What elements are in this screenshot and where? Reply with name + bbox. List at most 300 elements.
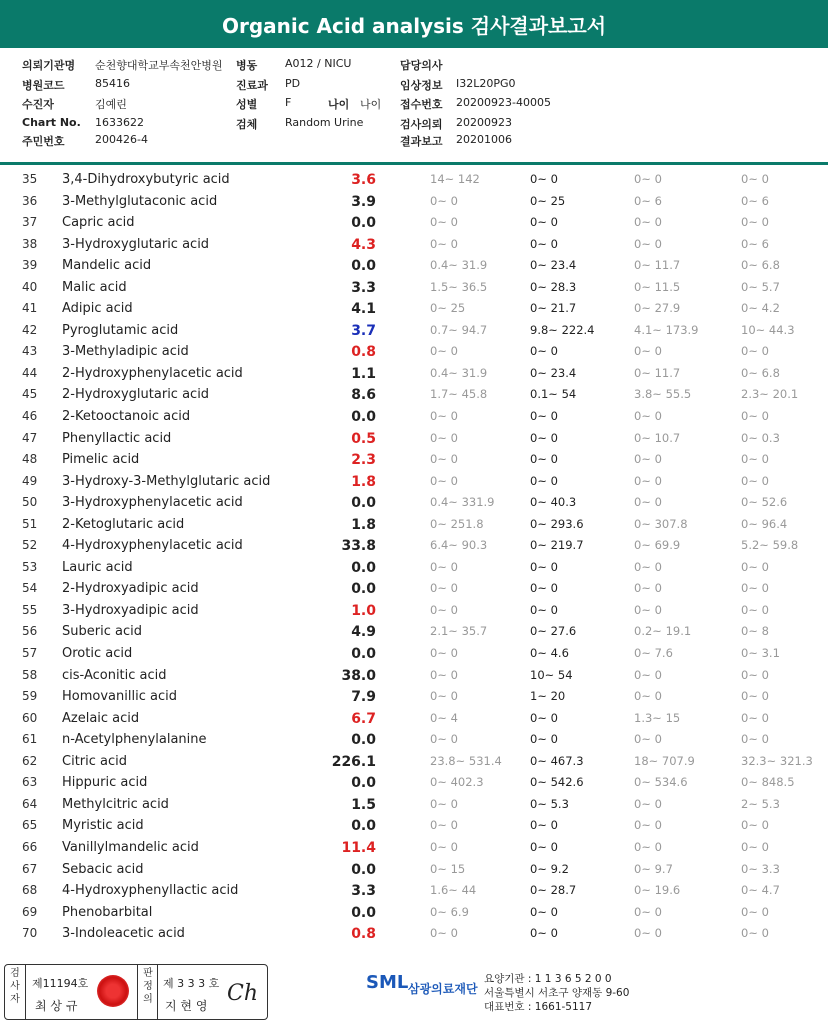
org-code: 요양기관 : 1 1 3 6 5 2 0 0 [484, 973, 612, 985]
analyte-name: Methylcitric acid [62, 796, 169, 812]
reference-range-4: 0~ 3.3 [741, 861, 780, 876]
analyte-name: n-Acetylphenylalanine [62, 732, 207, 748]
result-value: 0.0 [351, 818, 376, 835]
reference-range-3: 0~ 19.6 [634, 883, 681, 898]
reference-range-4: 5.2~ 59.8 [741, 538, 799, 553]
reference-range-3: 4.1~ 173.9 [634, 322, 699, 337]
reference-range-3: 0~ 0 [634, 926, 662, 941]
table-row [0, 321, 828, 343]
reference-range-4: 0~ 0 [741, 732, 769, 747]
table-row [0, 429, 828, 451]
reference-range-4: 0~ 6.8 [741, 365, 780, 380]
hospital-code-label: 병원코드 [22, 79, 65, 92]
reference-range-4: 0~ 0 [741, 452, 769, 467]
reference-range-3: 0.2~ 19.1 [634, 624, 692, 639]
reference-range-3: 0~ 11.7 [634, 365, 681, 380]
reference-range-2: 1~ 20 [530, 689, 566, 704]
table-row [0, 213, 828, 235]
row-number: 52 [22, 538, 38, 553]
reference-range-1: 0~ 0 [430, 215, 458, 230]
reference-range-3: 0~ 0 [634, 904, 662, 919]
table-row [0, 256, 828, 278]
reference-range-3: 0~ 69.9 [634, 538, 681, 553]
reference-range-1: 6.4~ 90.3 [430, 538, 488, 553]
row-number: 44 [22, 365, 38, 380]
reference-range-1: 0~ 0 [430, 667, 458, 682]
reference-range-1: 14~ 142 [430, 172, 480, 186]
analyte-name: Homovanillic acid [62, 689, 177, 705]
analyte-name: Capric acid [62, 215, 135, 231]
row-number: 42 [22, 322, 38, 337]
result-value: 6.7 [351, 710, 376, 727]
reference-range-1: 0~ 0 [430, 473, 458, 488]
analyte-name: 3-Hydroxyadipic acid [62, 602, 199, 618]
reference-range-1: 23.8~ 531.4 [430, 753, 502, 768]
row-number: 48 [22, 452, 38, 467]
result-value: 3.3 [351, 279, 376, 296]
reference-range-3: 0~ 0 [634, 409, 662, 424]
reference-range-2: 0~ 40.3 [530, 495, 577, 510]
result-value: 3.3 [351, 883, 376, 900]
reference-range-3: 0~ 6 [634, 193, 662, 208]
row-number: 61 [22, 732, 38, 747]
reference-range-2: 0~ 467.3 [530, 753, 584, 768]
analyte-name: 3-Methyladipic acid [62, 344, 189, 360]
reference-range-2: 0~ 0 [530, 710, 558, 725]
reference-range-3: 0~ 0 [634, 344, 662, 359]
reference-range-1: 0~ 0 [430, 430, 458, 445]
report-date-label: 결과보고 [400, 135, 443, 148]
table-row [0, 558, 828, 580]
table-row [0, 515, 828, 537]
reference-range-4: 0~ 0 [741, 602, 769, 617]
reference-range-4: 0~ 52.6 [741, 495, 788, 510]
result-value: 4.1 [351, 301, 376, 318]
result-value: 2.3 [351, 452, 376, 469]
reference-range-2: 0~ 28.3 [530, 279, 577, 294]
reference-range-3: 0~ 0 [634, 602, 662, 617]
reference-range-2: 0~ 5.3 [530, 796, 569, 811]
reference-range-1: 0~ 0 [430, 344, 458, 359]
reference-range-3: 18~ 707.9 [634, 753, 695, 768]
result-value: 33.8 [341, 538, 376, 555]
analyte-name: 2-Ketoglutaric acid [62, 516, 185, 532]
receipt-label: 접수번호 [400, 98, 443, 111]
reference-range-2: 0~ 0 [530, 473, 558, 488]
reviewer-label: 판정의 [143, 968, 153, 1005]
divider [25, 965, 26, 1019]
table-row [0, 773, 828, 795]
reference-range-1: 0.4~ 31.9 [430, 258, 488, 273]
reference-range-4: 0~ 0 [741, 215, 769, 230]
reference-range-4: 0~ 0.3 [741, 430, 780, 445]
reviewer-license: 제 3 3 3 호 [163, 977, 220, 990]
sml-logo: SML [366, 972, 409, 993]
result-value: 38.0 [341, 667, 376, 684]
org-address: 서울특별시 서초구 양재동 9-60 [484, 987, 630, 999]
analyte-name: Malic acid [62, 279, 127, 295]
reference-range-1: 1.5~ 36.5 [430, 279, 488, 294]
result-value: 0.0 [351, 215, 376, 232]
institution-value: 순천향대학교부속천안병원 [95, 59, 223, 72]
sex-label: 성별 [236, 98, 258, 111]
reference-range-2: 0.1~ 54 [530, 387, 577, 402]
table-row [0, 644, 828, 666]
reference-range-3: 0~ 11.5 [634, 279, 681, 294]
reference-range-3: 0~ 0 [634, 495, 662, 510]
result-value: 0.8 [351, 344, 376, 361]
reference-range-3: 0~ 307.8 [634, 516, 688, 531]
reference-range-3: 0~ 0 [634, 473, 662, 488]
reference-range-3: 1.3~ 15 [634, 710, 681, 725]
analyte-name: 2-Hydroxyadipic acid [62, 581, 199, 597]
inspector-name: 최 상 규 [35, 999, 78, 1013]
reference-range-2: 0~ 0 [530, 409, 558, 424]
analyte-name: 3,4-Dihydroxybutyric acid [62, 172, 230, 187]
reference-range-1: 0.4~ 31.9 [430, 365, 488, 380]
table-row [0, 385, 828, 407]
department-value: PD [285, 77, 301, 90]
ward-value: A012 / NICU [285, 57, 352, 70]
specimen-value: Random Urine [285, 116, 364, 129]
reference-range-1: 0~ 0 [430, 818, 458, 833]
reviewer-signature: Ch [227, 981, 259, 1006]
result-value: 4.3 [351, 236, 376, 253]
analyte-name: 2-Hydroxyglutaric acid [62, 387, 210, 403]
reference-range-3: 0~ 10.7 [634, 430, 681, 445]
table-row [0, 536, 828, 558]
hospital-code-value: 85416 [95, 77, 130, 90]
reference-range-4: 0~ 8 [741, 624, 769, 639]
table-row [0, 342, 828, 364]
results-table [0, 170, 828, 946]
request-date-value: 20200923 [456, 116, 512, 129]
reference-range-2: 0~ 293.6 [530, 516, 584, 531]
reference-range-4: 0~ 4.2 [741, 301, 780, 316]
patient-info-panel [0, 52, 828, 162]
reviewer-name: 지 현 영 [165, 999, 208, 1013]
result-value: 0.8 [351, 926, 376, 943]
reference-range-4: 0~ 0 [741, 839, 769, 854]
row-number: 39 [22, 258, 38, 273]
reference-range-4: 0~ 6.8 [741, 258, 780, 273]
table-row [0, 687, 828, 709]
reference-range-1: 0~ 402.3 [430, 775, 484, 790]
result-value: 4.9 [351, 624, 376, 641]
row-number: 49 [22, 473, 38, 488]
result-value: 0.0 [351, 581, 376, 598]
row-number: 64 [22, 796, 38, 811]
analyte-name: Suberic acid [62, 624, 142, 640]
result-value: 11.4 [341, 839, 376, 856]
reference-range-2: 9.8~ 222.4 [530, 322, 595, 337]
result-value: 1.1 [351, 365, 376, 382]
divider [157, 965, 158, 1019]
patient-label: 수진자 [22, 98, 54, 111]
result-value: 0.0 [351, 861, 376, 878]
reference-range-4: 0~ 0 [741, 409, 769, 424]
analyte-name: 3-Methylglutaconic acid [62, 193, 218, 209]
reference-range-2: 0~ 27.6 [530, 624, 577, 639]
reference-range-1: 0~ 0 [430, 926, 458, 941]
org-contact [484, 972, 629, 1014]
row-number: 54 [22, 581, 38, 596]
divider [137, 965, 138, 1019]
reference-range-1: 0~ 0 [430, 452, 458, 467]
reference-range-1: 0~ 4 [430, 710, 458, 725]
analyte-name: cis-Aconitic acid [62, 667, 167, 683]
analyte-name: Lauric acid [62, 559, 133, 575]
reference-range-2: 0~ 0 [530, 344, 558, 359]
reference-range-3: 0~ 0 [634, 667, 662, 682]
table-row [0, 795, 828, 817]
reference-range-2: 0~ 25 [530, 193, 566, 208]
reference-range-3: 0~ 0 [634, 689, 662, 704]
department-label: 진료과 [236, 79, 268, 92]
analyte-name: Sebacic acid [62, 861, 144, 877]
reference-range-3: 0~ 0 [634, 452, 662, 467]
reference-range-2: 0~ 0 [530, 926, 558, 941]
reference-range-4: 0~ 0 [741, 904, 769, 919]
table-row [0, 278, 828, 300]
table-row [0, 924, 828, 946]
result-value: 0.0 [351, 258, 376, 275]
reference-range-1: 0~ 0 [430, 732, 458, 747]
reference-range-1: 0~ 0 [430, 559, 458, 574]
reference-range-1: 0~ 0 [430, 409, 458, 424]
row-number: 36 [22, 193, 38, 208]
row-number: 70 [22, 926, 38, 941]
reference-range-2: 0~ 0 [530, 602, 558, 617]
reference-range-4: 0~ 0 [741, 344, 769, 359]
table-row [0, 192, 828, 214]
age-label: 나이 [328, 98, 350, 111]
row-number: 38 [22, 236, 38, 251]
reference-range-4: 0~ 0 [741, 689, 769, 704]
reference-range-3: 0~ 0 [634, 839, 662, 854]
org-phone: 대표번호 : 1661-5117 [484, 1001, 593, 1013]
row-number: 47 [22, 430, 38, 445]
table-row [0, 860, 828, 882]
inspector-seal [97, 975, 129, 1007]
reference-range-3: 0~ 27.9 [634, 301, 681, 316]
table-row [0, 752, 828, 774]
result-value: 3.7 [351, 322, 376, 339]
reference-range-1: 0~ 0 [430, 839, 458, 854]
reference-range-4: 0~ 6 [741, 193, 769, 208]
row-number: 56 [22, 624, 38, 639]
chart-no-value: 1633622 [95, 116, 144, 129]
table-row [0, 450, 828, 472]
reference-range-2: 0~ 0 [530, 430, 558, 445]
org-name: 삼광의료재단 [408, 982, 478, 996]
reference-range-2: 10~ 54 [530, 667, 573, 682]
analyte-name: Phenyllactic acid [62, 430, 172, 446]
analyte-name: 3-Hydroxyglutaric acid [62, 236, 210, 252]
analyte-name: Citric acid [62, 753, 127, 769]
reference-range-1: 2.1~ 35.7 [430, 624, 488, 639]
inspector-license: 제11194호 [32, 977, 89, 990]
reference-range-1: 0~ 251.8 [430, 516, 484, 531]
doctor-label: 담당의사 [400, 59, 443, 72]
reference-range-1: 1.7~ 45.8 [430, 387, 488, 402]
analyte-name: 2-Hydroxyphenylacetic acid [62, 365, 243, 381]
result-value: 8.6 [351, 387, 376, 404]
reference-range-4: 0~ 848.5 [741, 775, 795, 790]
row-number: 50 [22, 495, 38, 510]
reference-range-2: 0~ 0 [530, 818, 558, 833]
reference-range-4: 0~ 0 [741, 667, 769, 682]
institution-label: 의뢰기관명 [22, 59, 76, 72]
reference-range-4: 0~ 3.1 [741, 646, 780, 661]
reference-range-1: 0~ 0 [430, 646, 458, 661]
analyte-name: Hippuric acid [62, 775, 148, 791]
analyte-name: Orotic acid [62, 646, 133, 662]
reference-range-2: 0~ 0 [530, 215, 558, 230]
reference-range-1: 0~ 0 [430, 236, 458, 251]
row-number: 68 [22, 883, 38, 898]
row-number: 51 [22, 516, 38, 531]
reference-range-2: 0~ 28.7 [530, 883, 577, 898]
reference-range-3: 0~ 7.6 [634, 646, 673, 661]
row-number: 55 [22, 602, 38, 617]
signature-box [4, 964, 268, 1020]
result-value: 0.0 [351, 559, 376, 576]
analyte-name: Adipic acid [62, 301, 133, 317]
result-value: 3.6 [351, 172, 376, 188]
sex-value: F [285, 96, 292, 109]
row-number: 65 [22, 818, 38, 833]
reference-range-4: 0~ 0 [741, 581, 769, 596]
result-value: 1.5 [351, 796, 376, 813]
reference-range-1: 0~ 15 [430, 861, 466, 876]
table-row [0, 601, 828, 623]
report-date-value: 20201006 [456, 133, 512, 146]
table-row [0, 299, 828, 321]
analyte-name: Vanillylmandelic acid [62, 839, 199, 855]
row-number: 53 [22, 559, 38, 574]
reference-range-3: 0~ 0 [634, 559, 662, 574]
analyte-name: 3-Indoleacetic acid [62, 926, 185, 942]
reference-range-2: 0~ 23.4 [530, 258, 577, 273]
analyte-name: 4-Hydroxyphenyllactic acid [62, 883, 239, 899]
analyte-name: 2-Ketooctanoic acid [62, 409, 191, 425]
row-number: 66 [22, 839, 38, 854]
report-title: Organic Acid analysis 검사결과보고서 [0, 0, 828, 48]
table-row [0, 881, 828, 903]
reference-range-4: 2.3~ 20.1 [741, 387, 799, 402]
analyte-name: 3-Hydroxy-3-Methylglutaric acid [62, 473, 271, 489]
reference-range-2: 0~ 0 [530, 839, 558, 854]
reference-range-3: 0~ 9.7 [634, 861, 673, 876]
result-value: 1.8 [351, 516, 376, 533]
reference-range-1: 0~ 6.9 [430, 904, 469, 919]
table-row [0, 838, 828, 860]
row-number: 45 [22, 387, 38, 402]
table-row [0, 579, 828, 601]
result-value: 0.0 [351, 904, 376, 921]
reference-range-2: 0~ 542.6 [530, 775, 584, 790]
table-row [0, 622, 828, 644]
reference-range-2: 0~ 0 [530, 732, 558, 747]
request-date-label: 검사의뢰 [400, 118, 443, 131]
reference-range-3: 0~ 0 [634, 796, 662, 811]
reference-range-1: 0~ 25 [430, 301, 466, 316]
row-number: 37 [22, 215, 38, 230]
result-value: 226.1 [331, 753, 376, 770]
analyte-name: Myristic acid [62, 818, 144, 834]
reference-range-2: 0~ 0 [530, 559, 558, 574]
row-number: 60 [22, 710, 38, 725]
row-number: 59 [22, 689, 38, 704]
reference-range-1: 0~ 0 [430, 193, 458, 208]
reference-range-1: 0.4~ 331.9 [430, 495, 495, 510]
analyte-name: Phenobarbital [62, 904, 153, 920]
reference-range-4: 2~ 5.3 [741, 796, 780, 811]
reference-range-2: 0~ 0 [530, 172, 558, 186]
reference-range-4: 32.3~ 321.3 [741, 753, 813, 768]
reference-range-1: 0~ 0 [430, 581, 458, 596]
registration-label: 주민번호 [22, 135, 65, 148]
row-number: 43 [22, 344, 38, 359]
reference-range-3: 0~ 0 [634, 172, 662, 186]
result-value: 1.0 [351, 602, 376, 619]
result-value: 0.0 [351, 409, 376, 426]
clinical-info-value: I32L20PG0 [456, 77, 516, 90]
row-number: 69 [22, 904, 38, 919]
reference-range-2: 0~ 23.4 [530, 365, 577, 380]
reference-range-3: 0~ 534.6 [634, 775, 688, 790]
row-number: 63 [22, 775, 38, 790]
age-value: 나이 [360, 98, 382, 111]
reference-range-3: 0~ 0 [634, 215, 662, 230]
row-number: 58 [22, 667, 38, 682]
table-row [0, 170, 828, 192]
result-value: 0.0 [351, 732, 376, 749]
reference-range-2: 0~ 4.6 [530, 646, 569, 661]
table-row [0, 903, 828, 925]
reference-range-4: 0~ 0 [741, 172, 769, 186]
reference-range-2: 0~ 0 [530, 904, 558, 919]
result-value: 3.9 [351, 193, 376, 210]
reference-range-4: 0~ 4.7 [741, 883, 780, 898]
reference-range-1: 0.7~ 94.7 [430, 322, 488, 337]
table-row [0, 709, 828, 731]
analyte-name: Mandelic acid [62, 258, 152, 274]
reference-range-2: 0~ 0 [530, 236, 558, 251]
reference-range-4: 10~ 44.3 [741, 322, 795, 337]
reference-range-3: 0~ 0 [634, 818, 662, 833]
row-number: 46 [22, 409, 38, 424]
table-row [0, 407, 828, 429]
registration-value: 200426-4 [95, 133, 148, 146]
analyte-name: 3-Hydroxyphenylacetic acid [62, 495, 243, 511]
report-footer [0, 960, 828, 1028]
reference-range-3: 0~ 11.7 [634, 258, 681, 273]
specimen-label: 검체 [236, 118, 258, 131]
result-value: 0.0 [351, 775, 376, 792]
chart-no-label: Chart No. [22, 116, 81, 129]
inspector-label: 검사자 [10, 968, 20, 1005]
reference-range-3: 0~ 0 [634, 581, 662, 596]
table-row [0, 472, 828, 494]
reference-range-2: 0~ 219.7 [530, 538, 584, 553]
result-value: 0.0 [351, 495, 376, 512]
table-row [0, 235, 828, 257]
clinical-info-label: 임상정보 [400, 79, 443, 92]
reference-range-4: 0~ 6 [741, 236, 769, 251]
row-number: 67 [22, 861, 38, 876]
